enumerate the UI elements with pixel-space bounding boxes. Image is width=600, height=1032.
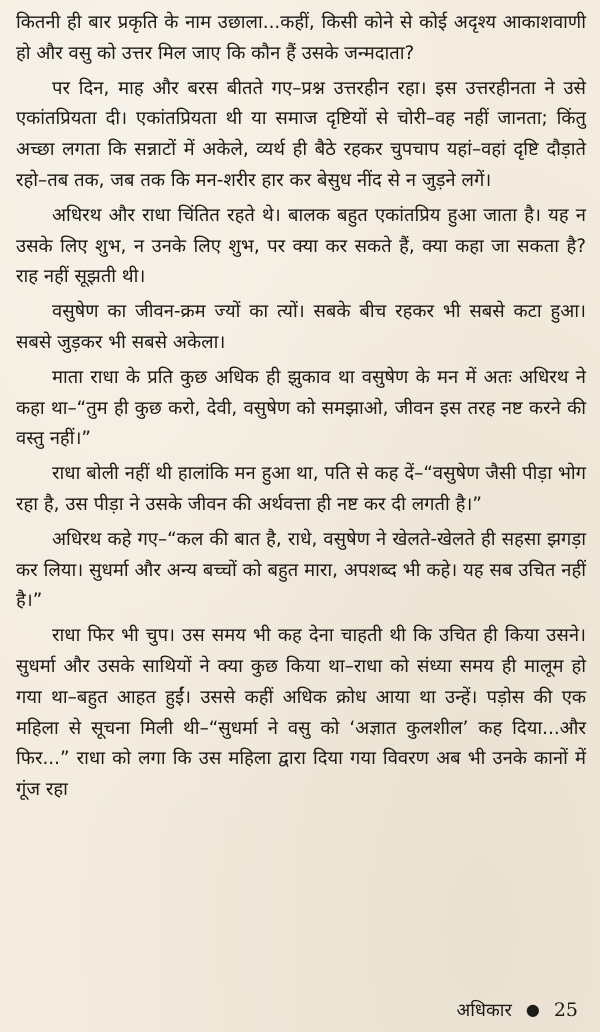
paragraph: पर दिन, माह और बरस बीतते गए–प्रश्न उत्तरहीन रहा। इस उत्तरहीनता ने उसे एकांतप्रियता दी। एकांतप्रियता थी या समाज दृष्टियों से चोरी–वह नहीं जानता; किंतु अच्छा लगता कि सन्नाटों में अकेले, व्यर्थ ही बैठे रहकर चुपचाप यहां–वहां दृष्टि दौड़ाते रहो–तब तक, जब तक कि मन-शरीर हार कर बेसुध नींद से न जुड़ने लगें। xyxy=(16,77,586,191)
paragraph: वसुषेण का जीवन-क्रम ज्यों का त्यों। सबके बीच रहकर भी सबसे कटा हुआ। सबसे जुड़कर भी सबसे अकेला। xyxy=(16,301,586,353)
page-number: 25 xyxy=(553,999,578,1021)
page-footer xyxy=(457,998,579,1022)
body-text xyxy=(16,8,586,806)
paragraph: अधिरथ कहे गए–“कल की बात है, राधे, वसुषेण ने खेलते-खेलते ही सहसा झगड़ा कर लिया। सुधर्मा और अन्य बच्चों को बहुत मारा, अपशब्द भी कहे। यह सब उचित नहीं है।” xyxy=(16,528,586,612)
paragraph: अधिरथ और राधा चिंतित रहते थे। बालक बहुत एकांतप्रिय हुआ जाता है। यह न उसके लिए शुभ, न उनके लिए शुभ, पर क्या कर सकते हैं, क्या कहा जा सकता है? राह नहीं सूझती थी। xyxy=(16,204,586,288)
paragraph: कितनी ही बार प्रकृति के नाम उछाला...कहीं, किसी कोने से कोई अदृश्य आकाशवाणी हो और वसु को उत्तर मिल जाए कि कौन हैं उसके जन्मदाता? xyxy=(16,12,586,64)
paragraph: राधा फिर भी चुप। उस समय भी कह देना चाहती थी कि उचित ही किया उसने। सुधर्मा और उसके साथियों ने क्या कुछ किया था–राधा को संध्या समय ही मालूम हो गया था–बहुत आहत हुईं। उससे कहीं अधिक क्रोध आया था उन्हें। पड़ोस की एक महिला से सूचना मिली थी–“सुधर्मा ने वसु को ‘अज्ञात कुलशील’ कह दिया...और फिर...” राधा को लगा कि उस महिला द्वारा दिया गया विवरण अब भी उनके कानों में गूंज रहा xyxy=(16,625,586,801)
bullet-icon: ● xyxy=(525,1000,540,1019)
paragraph: माता राधा के प्रति कुछ अधिक ही झुकाव था वसुषेण के मन में अतः अधिरथ ने कहा था–“तुम ही कुछ करो, देवी, वसुषेण को समझाओ, जीवन इस तरह नष्ट करने की वस्तु नहीं।” xyxy=(16,366,586,450)
running-title: अधिकार xyxy=(456,1000,512,1021)
paragraph: राधा बोली नहीं थी हालांकि मन हुआ था, पति से कह दें–“वसुषेण जैसी पीड़ा भोग रहा है, उस पीड़ा ने उसके जीवन की अर्थवत्ता ही नष्ट कर दी लगती है।” xyxy=(16,463,586,515)
